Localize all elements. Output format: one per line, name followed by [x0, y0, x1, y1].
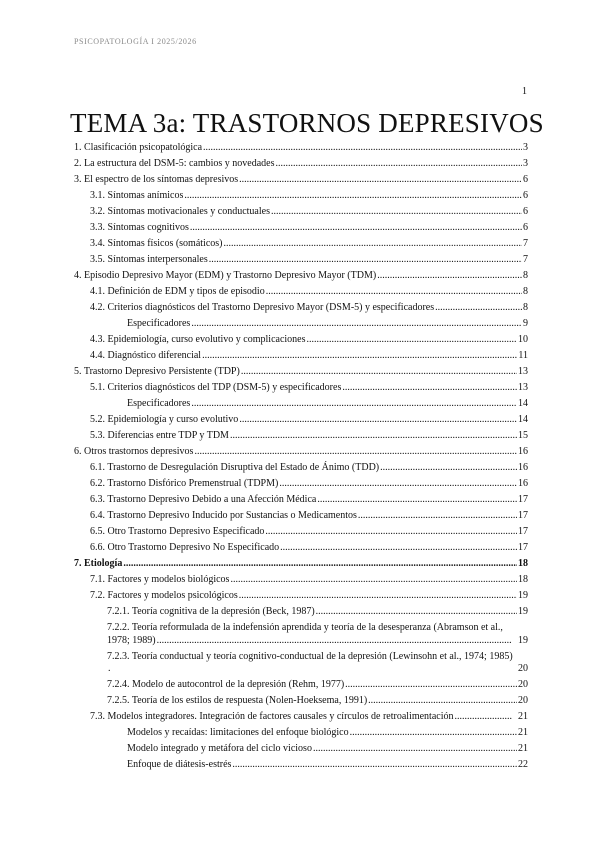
toc-leader-dots: [239, 414, 517, 427]
toc-leader-dots: [342, 382, 517, 395]
toc-entry-title: 4.2. Criterios diagnósticos del Trastorno Depresivo Mayor (DSM-5) y especificadores: [90, 302, 435, 313]
toc-entry-page: 16: [518, 446, 528, 457]
toc-leader-dots: [191, 318, 522, 331]
toc-entry-page: 17: [518, 510, 528, 521]
toc-entry-title: 4.4. Diagnóstico diferencial: [90, 350, 202, 361]
toc-entry[interactable]: [74, 158, 528, 171]
toc-entry-title: 3.2. Síntomas motivacionales y conductuales: [90, 206, 270, 217]
toc-entry-page: 19: [518, 590, 528, 601]
toc-entry-title: 5.2. Epidemiología y curso evolutivo: [90, 414, 239, 425]
toc-entry-title: 6.2. Trastorno Disfórico Premenstrual (TDPM): [90, 478, 279, 489]
toc-leader-dots: [265, 526, 517, 539]
toc-entry-title: 4.1. Definición de EDM y tipos de episodio: [90, 286, 265, 297]
toc-entry-title: 7.2.2. Teoría reformulada de la indefensión aprendida y teoría de la desesperanza (Abramson et al., 1978; 1989): [107, 622, 503, 646]
toc-entry-page: 20: [518, 679, 528, 690]
toc-entry-title: 7.2.5. Teoría de los estilos de respuesta (Nolen-Hoeksema, 1991): [107, 695, 368, 706]
toc-entry[interactable]: [74, 414, 528, 427]
toc-entry-page: 18: [518, 574, 528, 585]
toc-leader-dots: [454, 711, 512, 722]
page-number: 1: [522, 86, 527, 97]
toc-leader-dots: [239, 590, 517, 603]
toc-entry-page: 13: [518, 382, 528, 393]
toc-leader-dots: [184, 190, 522, 203]
toc-entry-page: 3: [523, 158, 528, 169]
toc-entry-page: 19: [518, 634, 528, 646]
toc-leader-dots: [316, 606, 517, 619]
toc-entry-page: 8: [523, 286, 528, 297]
toc-entry-title: 1. Clasificación psicopatológica: [74, 142, 203, 153]
toc-entry-title: 5.1. Criterios diagnósticos del TDP (DSM-5) y especificadores: [90, 382, 342, 393]
toc-entry-title: 7.2.3. Teoría conductual y teoría cognitivo-conductual de la depresión (Lewinsohn et al., 1974; 1985): [107, 650, 513, 662]
toc-leader-dots: [266, 286, 522, 299]
toc-entry-title: 3.3. Síntomas cognitivos: [90, 222, 189, 233]
toc-entry[interactable]: [74, 382, 528, 395]
toc-entry-page: 21: [518, 727, 528, 738]
toc-entry-page: 9: [523, 318, 528, 329]
toc-entry[interactable]: [74, 286, 528, 299]
toc-entry-title: 4.3. Epidemiología, curso evolutivo y complicaciones: [90, 334, 306, 345]
running-header: PSICOPATOLOGÍA I 2025/2026: [74, 37, 197, 46]
toc-leader-dots: [276, 158, 522, 171]
toc-leader-dots: [190, 222, 522, 235]
toc-entry[interactable]: [74, 526, 528, 539]
toc-entry-page: 15: [518, 430, 528, 441]
toc-leader-dots: [230, 574, 517, 587]
toc-entry[interactable]: [74, 398, 528, 411]
toc-leader-dots: [358, 510, 517, 523]
toc-entry-page: 14: [518, 398, 528, 409]
toc-entry-title: Especificadores: [127, 398, 191, 409]
toc-leader-dots: [350, 727, 517, 740]
toc-entry-title: 7.3. Modelos integradores. Integración de factores causales y círculos de retroalimentación: [90, 711, 454, 722]
toc-entry-page: 11: [518, 350, 528, 361]
page-title: TEMA 3a: TRASTORNOS DEPRESIVOS: [70, 108, 544, 138]
toc-entry[interactable]: [74, 494, 528, 507]
toc-entry[interactable]: [74, 510, 528, 523]
toc-entry-title: 6.1. Trastorno de Desregulación Disruptiva del Estado de Ánimo (TDD): [90, 462, 380, 473]
toc-entry-title: 7. Etiología: [74, 558, 123, 569]
toc-leader-dots: [317, 494, 517, 507]
toc-entry-page: 16: [518, 478, 528, 489]
toc-entry-title: 3.1. Síntomas anímicos: [90, 190, 184, 201]
toc-entry-title: Modelo integrado y metáfora del ciclo vicioso: [127, 743, 312, 754]
toc-entry[interactable]: [74, 462, 528, 475]
toc-leader-dots: [271, 206, 522, 219]
toc-entry-title: 7.1. Factores y modelos biológicos: [90, 574, 230, 585]
toc-leader-dots: [230, 430, 517, 443]
toc-entry-page: 21: [518, 711, 528, 722]
toc-entry[interactable]: [74, 302, 528, 315]
toc-leader-dots: [202, 350, 517, 363]
table-of-contents: [74, 142, 528, 775]
toc-leader-dots: [157, 635, 512, 646]
toc-entry-title: Modelos y recaídas: limitaciones del enfoque biológico: [127, 727, 349, 738]
toc-entry[interactable]: [74, 222, 528, 235]
toc-entry-page: 8: [523, 302, 528, 313]
toc-entry-title: 5. Trastorno Depresivo Persistente (TDP): [74, 366, 240, 377]
toc-leader-dots: [239, 174, 522, 187]
toc-entry-title: 5.3. Diferencias entre TDP y TDM: [90, 430, 229, 441]
toc-entry-page: 18: [518, 558, 528, 569]
toc-entry[interactable]: [74, 334, 528, 347]
toc-entry-page: 17: [518, 494, 528, 505]
toc-entry[interactable]: [74, 206, 528, 219]
toc-leader-dots: [241, 366, 517, 379]
toc-leader-dots: [194, 446, 517, 459]
toc-leader-dots: [224, 238, 523, 251]
toc-leader-dots: [368, 695, 517, 708]
toc-entry[interactable]: [74, 478, 528, 491]
toc-entry[interactable]: [74, 711, 528, 724]
toc-entry-title: 7.2.4. Modelo de autocontrol de la depresión (Rehm, 1977): [107, 679, 345, 690]
toc-entry-page: 3: [523, 142, 528, 153]
toc-entry[interactable]: [74, 606, 528, 619]
toc-entry[interactable]: [74, 142, 528, 155]
toc-entry[interactable]: [74, 743, 528, 756]
toc-entry[interactable]: [74, 270, 528, 283]
toc-leader-dots: [345, 679, 517, 692]
toc-entry-page: 6: [523, 174, 528, 185]
toc-entry-page: 21: [518, 743, 528, 754]
toc-entry[interactable]: [74, 446, 528, 459]
toc-entry[interactable]: [74, 651, 528, 676]
toc-entry-title: 4. Episodio Depresivo Mayor (EDM) y Trastorno Depresivo Mayor (TDM): [74, 270, 377, 281]
toc-entry-title: 6.4. Trastorno Depresivo Inducido por Sustancias o Medicamentos: [90, 510, 357, 521]
toc-entry-title: 7.2. Factores y modelos psicológicos: [90, 590, 238, 601]
toc-entry[interactable]: [74, 174, 528, 187]
toc-entry[interactable]: [74, 759, 528, 772]
toc-leader-dots: [313, 743, 517, 756]
toc-entry-title: 2. La estructura del DSM-5: cambios y novedades: [74, 158, 275, 169]
toc-entry-title: 6.6. Otro Trastorno Depresivo No Especificado: [90, 542, 280, 553]
toc-entry-page: 17: [518, 542, 528, 553]
toc-entry-title: 6.5. Otro Trastorno Depresivo Especificado: [90, 526, 265, 537]
toc-leader-dots: [209, 254, 522, 267]
toc-entry-page: 7: [523, 238, 528, 249]
toc-leader-dots: [380, 462, 517, 475]
toc-entry-page: 22: [518, 759, 528, 770]
toc-entry[interactable]: [74, 590, 528, 603]
toc-leader-dots: [232, 759, 517, 772]
toc-leader-dots: [191, 398, 517, 411]
toc-entry-title: 6.3. Trastorno Depresivo Debido a una Afección Médica: [90, 494, 317, 505]
toc-entry-page: 6: [523, 190, 528, 201]
toc-entry-page: 8: [523, 270, 528, 281]
toc-entry-page: 20: [518, 663, 528, 674]
toc-leader-dots: [108, 663, 111, 674]
toc-leader-dots: [377, 270, 522, 283]
toc-entry-page: 6: [523, 206, 528, 217]
toc-leader-dots: [435, 302, 522, 315]
toc-entry[interactable]: [74, 574, 528, 587]
toc-entry-title: Enfoque de diátesis-estrés: [127, 759, 232, 770]
toc-entry[interactable]: [74, 254, 528, 267]
toc-entry[interactable]: [74, 190, 528, 203]
toc-entry-page: 19: [518, 606, 528, 617]
toc-entry[interactable]: [74, 542, 528, 555]
toc-entry[interactable]: [74, 727, 528, 740]
toc-entry[interactable]: [74, 679, 528, 692]
toc-entry-page: 10: [518, 334, 528, 345]
toc-entry[interactable]: [74, 622, 528, 647]
toc-entry[interactable]: [74, 318, 528, 331]
toc-leader-dots: [279, 478, 517, 491]
toc-entry-title: 7.2.1. Teoría cognitiva de la depresión (Beck, 1987): [107, 606, 315, 617]
toc-entry-title: 3. El espectro de los síntomas depresivos: [74, 174, 239, 185]
toc-entry-page: 13: [518, 366, 528, 377]
toc-entry-title: 3.5. Síntomas interpersonales: [90, 254, 208, 265]
toc-entry-page: 14: [518, 414, 528, 425]
toc-leader-dots: [123, 558, 517, 571]
toc-entry-page: 17: [518, 526, 528, 537]
toc-entry-page: 6: [523, 222, 528, 233]
toc-entry-title: Especificadores: [127, 318, 191, 329]
toc-entry-title: 3.4. Síntomas físicos (somáticos): [90, 238, 223, 249]
toc-leader-dots: [307, 334, 517, 347]
toc-entry[interactable]: [74, 695, 528, 708]
toc-entry-page: 20: [518, 695, 528, 706]
toc-entry[interactable]: [74, 430, 528, 443]
toc-entry-page: 16: [518, 462, 528, 473]
toc-entry[interactable]: [74, 558, 528, 571]
toc-entry[interactable]: [74, 238, 528, 251]
toc-entry[interactable]: [74, 350, 528, 363]
toc-entry-title: 6. Otros trastornos depresivos: [74, 446, 194, 457]
toc-entry-page: 7: [523, 254, 528, 265]
toc-leader-dots: [280, 542, 517, 555]
toc-leader-dots: [203, 142, 522, 155]
toc-entry[interactable]: [74, 366, 528, 379]
